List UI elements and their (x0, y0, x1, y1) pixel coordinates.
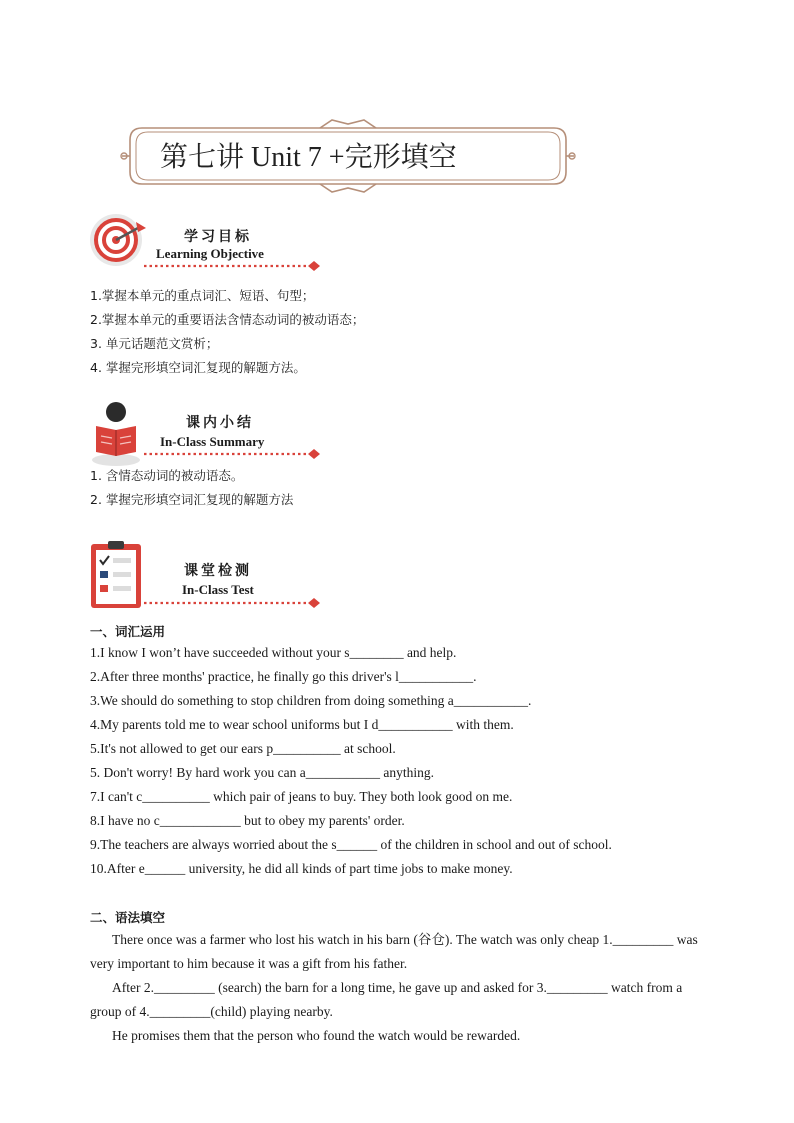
section-header-summary (88, 398, 328, 472)
dotted-divider (144, 449, 324, 459)
list-item: 1. 含情态动词的被动语态。 (90, 468, 244, 483)
section-title-en: In-Class Summary (160, 434, 265, 449)
part2-title: 二、语法填空 (90, 910, 166, 925)
vocabulary-exercise-list (90, 641, 730, 881)
exercise-item: 7.I can't c__________ which pair of jeans to buy. They both look good on me. (90, 789, 513, 804)
dotted-divider (144, 598, 324, 608)
list-item: 3. 单元话题范文赏析； (90, 336, 219, 351)
paragraph-text: There once was a farmer who lost his watch in his barn (谷仓). The watch was only cheap 1._________ was very important to him because it was a gift from his father. (90, 932, 698, 971)
exercise-item: 2.After three months' practice, he finally go this driver's l___________. (90, 669, 477, 684)
section-header-test (88, 540, 328, 614)
reading-student-icon (88, 398, 148, 470)
part1-title: 一、词汇运用 (90, 624, 166, 639)
summary-list (90, 464, 730, 512)
list-item: 1.掌握本单元的重点词汇、短语、句型； (90, 288, 315, 303)
list-item: 4. 掌握完形填空词汇复现的解题方法。 (90, 360, 306, 375)
exercise-item: 9.The teachers are always worried about the s______ of the children in school and out of school. (90, 837, 612, 852)
grammar-paragraph (90, 1024, 706, 1048)
target-icon (88, 206, 148, 278)
section-title-en: Learning Objective (156, 246, 264, 261)
section-header-objective (88, 206, 328, 280)
section-title-cn: 学习目标 (184, 229, 252, 245)
list-item: 2.掌握本单元的重要语法含情态动词的被动语态； (90, 312, 365, 327)
exercise-item: 5.It's not allowed to get our ears p__________ at school. (90, 741, 396, 756)
section-title-en: In-Class Test (182, 582, 254, 597)
grammar-paragraph (90, 976, 706, 1024)
exercise-item: 3.We should do something to stop children from doing something a___________. (90, 693, 532, 708)
grammar-paragraph (90, 928, 706, 976)
section-title-cn: 课堂检测 (184, 563, 252, 579)
dotted-divider (144, 261, 324, 271)
list-item: 2. 掌握完形填空词汇复现的解题方法 (90, 492, 294, 507)
paragraph-text: After 2._________ (search) the barn for a long time, he gave up and asked for 3._________ watch from a group of 4._________(child) playing nearby. (90, 980, 683, 1019)
paragraph-text: He promises them that the person who found the watch would be rewarded. (112, 1028, 521, 1043)
exercise-item: 1.I know I won’t have succeeded without your s________ and help. (90, 645, 457, 660)
exercise-item: 4.My parents told me to wear school uniforms but I d___________ with them. (90, 717, 514, 732)
objective-list (90, 284, 730, 380)
clipboard-checklist-icon (88, 540, 148, 612)
exercise-item: 8.I have no c____________ but to obey my parents' order. (90, 813, 405, 828)
page-title: 第七讲 Unit 7 +完形填空 (160, 142, 457, 173)
section-title-cn: 课内小结 (186, 415, 254, 431)
exercise-item: 5. Don't worry! By hard work you can a___________ anything. (90, 765, 434, 780)
exercise-item: 10.After e______ university, he did all kinds of part time jobs to make money. (90, 861, 513, 876)
